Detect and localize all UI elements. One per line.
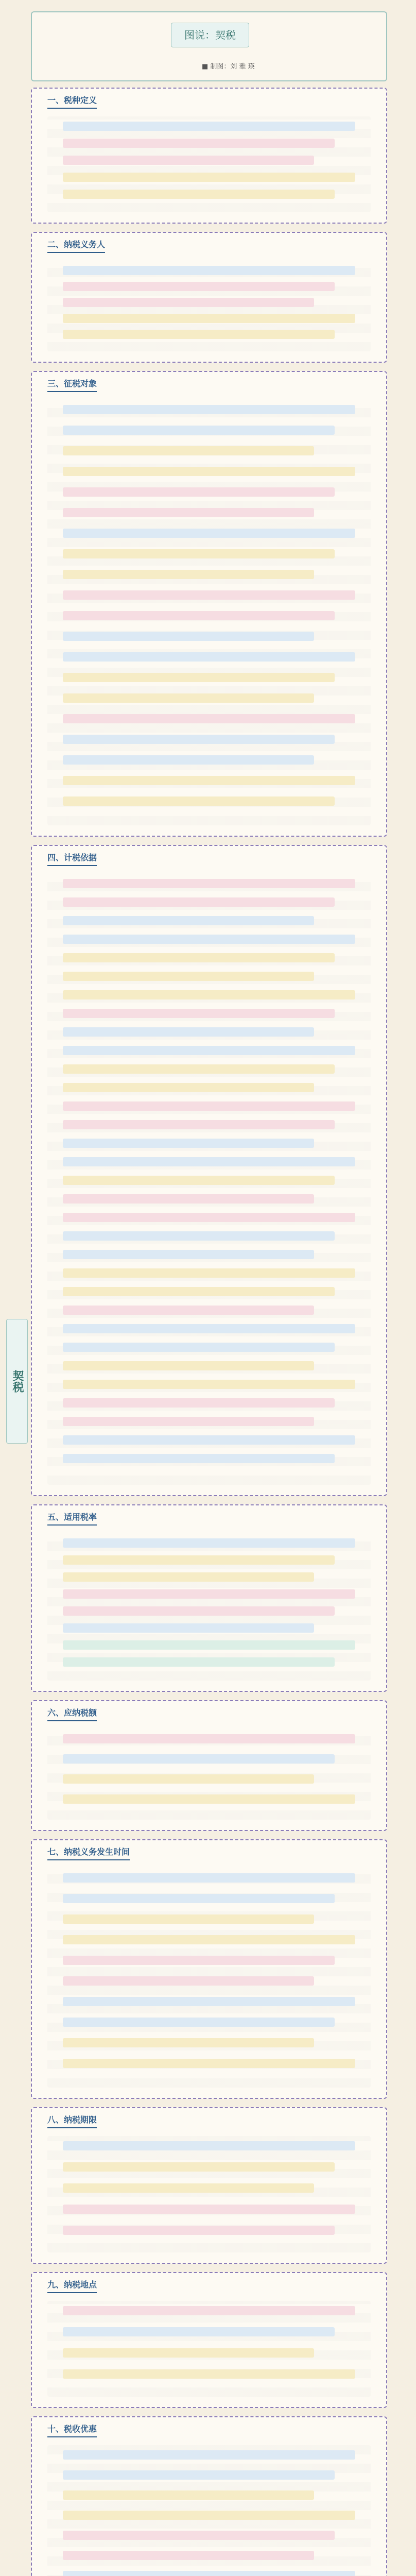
author-credit: ■ 制图：刘 雅 瑛 [202, 63, 255, 71]
content-row [63, 693, 314, 703]
content-row [63, 122, 355, 131]
content-row [63, 1454, 335, 1463]
content-row [63, 1194, 314, 1204]
section-diagram [47, 400, 371, 825]
content-row [63, 1250, 314, 1259]
content-row [63, 1774, 314, 1784]
content-row [63, 1589, 355, 1599]
content-row [63, 1398, 335, 1408]
content-row [63, 1976, 314, 1986]
content-row [63, 1555, 335, 1565]
content-row [63, 2205, 355, 2214]
content-row [63, 1640, 355, 1650]
content-row [63, 916, 314, 925]
content-row [63, 508, 314, 517]
content-row [63, 1935, 355, 1944]
content-row [63, 2490, 314, 2500]
content-row [63, 1231, 335, 1241]
content-row [63, 990, 355, 999]
content-row [63, 405, 355, 414]
content-row [63, 611, 335, 620]
section-definition [31, 88, 387, 224]
content-row [63, 173, 355, 182]
section-tax-period [31, 2107, 387, 2264]
content-row [63, 1956, 335, 1965]
section-diagram [47, 116, 371, 212]
section-title: 四、计税依据 [47, 851, 97, 866]
content-row [63, 549, 335, 558]
content-row [63, 298, 314, 307]
section-title: 九、纳税地点 [47, 2278, 97, 2293]
content-row [63, 1873, 355, 1883]
section-diagram [47, 1729, 371, 1820]
content-row [63, 1139, 314, 1148]
content-row [63, 776, 355, 785]
content-row [63, 1380, 355, 1389]
section-diagram [47, 874, 371, 1485]
section-diagram [47, 2445, 371, 2576]
content-row [63, 2369, 355, 2379]
section-tax-location [31, 2272, 387, 2408]
content-row [63, 735, 335, 744]
content-row [63, 467, 355, 476]
page-title: 图说：契税 [171, 23, 249, 47]
content-row [63, 2511, 355, 2520]
content-row [63, 1064, 335, 1074]
content-row [63, 953, 335, 962]
side-category-tab: 契税 [6, 1319, 28, 1444]
section-taxpayer [31, 232, 387, 363]
content-row [63, 426, 335, 435]
content-row [63, 2327, 335, 2336]
section-diagram [47, 1868, 371, 2088]
section-tax-preferences [31, 2416, 387, 2576]
content-row [63, 446, 314, 455]
content-row [63, 2141, 355, 2150]
content-row [63, 1914, 314, 1924]
content-row [63, 1009, 335, 1018]
content-row [63, 1306, 314, 1315]
content-row [63, 2226, 335, 2235]
content-row [63, 330, 335, 339]
content-row [63, 529, 355, 538]
section-tax-object [31, 371, 387, 837]
content-row [63, 879, 355, 888]
content-row [63, 1157, 355, 1166]
content-row [63, 1606, 335, 1616]
content-row [63, 1997, 355, 2006]
content-row [63, 1623, 314, 1633]
content-row [63, 1120, 335, 1129]
content-row [63, 1754, 335, 1764]
content-row [63, 282, 335, 291]
section-title: 八、纳税期限 [47, 2113, 97, 2128]
content-row [63, 1794, 355, 1804]
content-row [63, 2348, 314, 2358]
content-row [63, 266, 355, 275]
content-row [63, 673, 335, 682]
content-row [63, 1343, 335, 1352]
content-row [63, 314, 355, 323]
content-row [63, 2450, 355, 2460]
content-row [63, 2571, 355, 2576]
section-title: 二、纳税义务人 [47, 238, 105, 253]
section-diagram [47, 261, 371, 351]
content-row [63, 796, 335, 806]
content-row [63, 2531, 335, 2540]
content-row [63, 2551, 314, 2560]
content-row [63, 1324, 355, 1333]
content-row [63, 897, 335, 907]
content-row [63, 2183, 314, 2193]
section-tax-rate [31, 1504, 387, 1692]
content-row [63, 2470, 335, 2480]
content-row [63, 1894, 335, 1903]
content-row [63, 652, 355, 662]
content-row [63, 1287, 335, 1296]
content-row [63, 2018, 335, 2027]
content-row [63, 590, 355, 600]
section-diagram [47, 2301, 371, 2397]
section-title: 六、应纳税额 [47, 1706, 97, 1721]
content-row [63, 1435, 355, 1445]
section-title: 三、征税对象 [47, 377, 97, 392]
content-row [63, 935, 355, 944]
content-row [63, 1046, 355, 1055]
content-row [63, 1538, 355, 1548]
section-obligation-time [31, 1839, 387, 2099]
content-row [63, 139, 335, 148]
content-row [63, 755, 314, 765]
content-row [63, 1361, 314, 1370]
content-row [63, 1213, 355, 1222]
content-row [63, 1083, 314, 1092]
content-row [63, 487, 335, 497]
section-title: 五、适用税率 [47, 1511, 97, 1526]
content-row [63, 1176, 335, 1185]
content-row [63, 1101, 355, 1111]
content-row [63, 156, 314, 165]
section-title: 七、纳税义务发生时间 [47, 1845, 130, 1860]
section-tax-payable [31, 1700, 387, 1831]
content-row [63, 1027, 314, 1037]
content-row [63, 2038, 314, 2047]
content-row [63, 190, 335, 199]
content-row [63, 2059, 355, 2068]
content-row [63, 1268, 355, 1278]
content-row [63, 1657, 335, 1667]
content-row [63, 570, 314, 579]
content-row [63, 972, 314, 981]
header-banner [31, 11, 387, 81]
section-tax-basis [31, 845, 387, 1496]
section-title: 一、税种定义 [47, 94, 97, 109]
content-row [63, 632, 314, 641]
content-row [63, 1734, 355, 1743]
content-row [63, 1417, 314, 1426]
section-diagram [47, 1533, 371, 1681]
content-row [63, 1572, 314, 1582]
content-row [63, 714, 355, 723]
section-diagram [47, 2136, 371, 2252]
section-title: 十、税收优惠 [47, 2422, 97, 2437]
content-row [63, 2162, 335, 2172]
content-row [63, 2306, 355, 2315]
